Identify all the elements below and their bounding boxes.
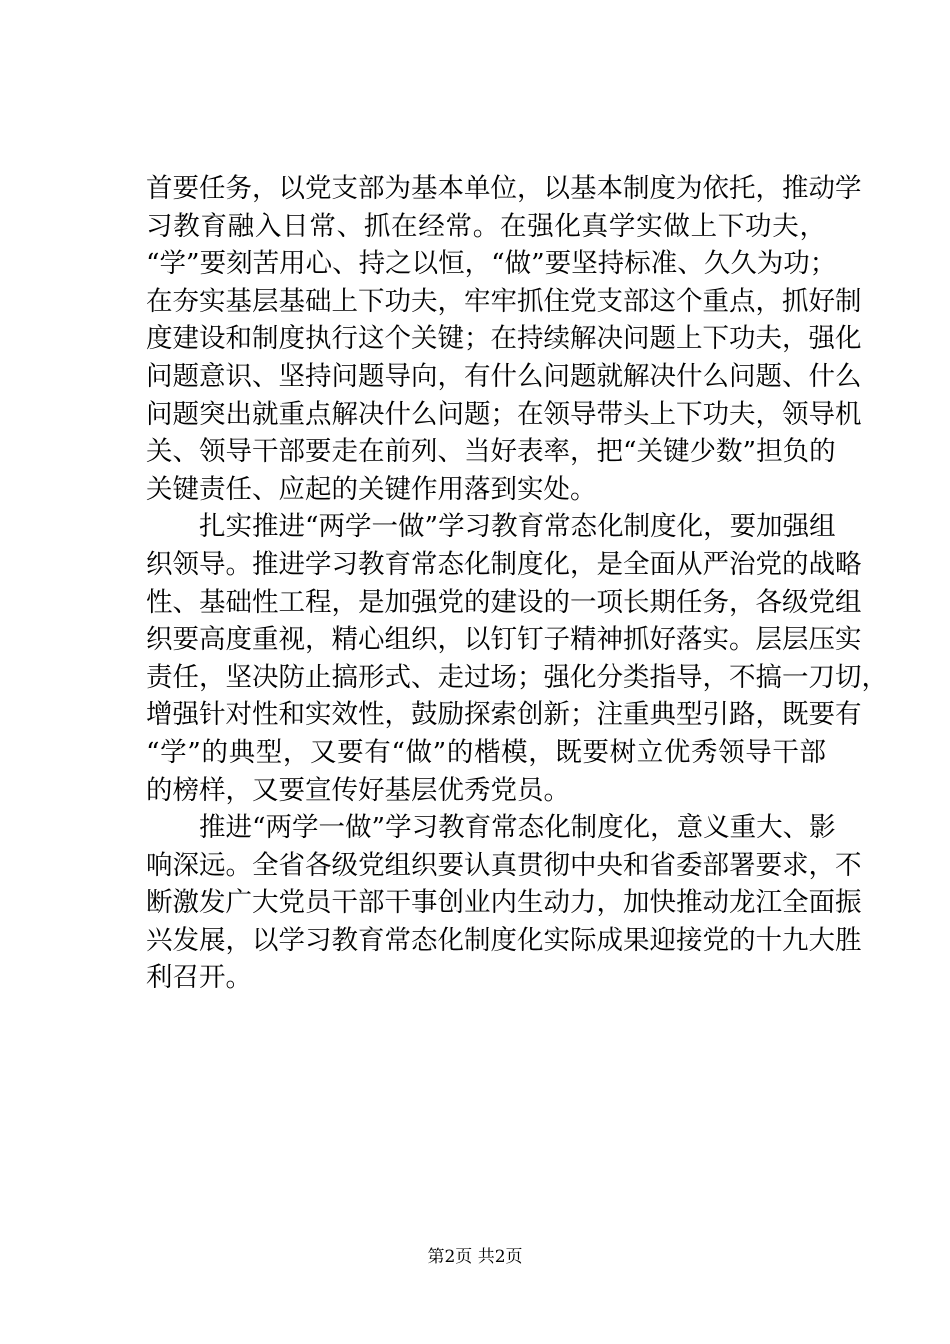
text-line: 习教育融入日常、抓在经常。在强化真学实做上下功夫， — [146, 210, 826, 242]
text-line: 利召开。 — [146, 962, 252, 994]
text-line: “学”的典型，又要有“做”的楷模，既要树立优秀领导干部 — [146, 736, 826, 768]
page-footer: 第2页 共2页 — [427, 1247, 523, 1267]
body-text — [146, 170, 888, 997]
text-line: 问题意识、坚持问题导向，有什么问题就解决什么问题、什么 — [146, 360, 862, 392]
text-line: 度建设和制度执行这个关键；在持续解决问题上下功夫，强化 — [146, 323, 862, 355]
text-line: 的榜样，又要宣传好基层优秀党员。 — [146, 774, 570, 806]
text-line: 兴发展，以学习教育常态化制度化实际成果迎接党的十九大胜 — [146, 924, 862, 956]
text-line: 关键责任、应起的关键作用落到实处。 — [146, 473, 597, 505]
text-line: 断激发广大党员干部干事创业内生动力，加快推动龙江全面振 — [146, 887, 862, 919]
text-line: 织要高度重视，精心组织，以钉钉子精神抓好落实。层层压实 — [146, 624, 862, 656]
text-line: “学”要刻苦用心、持之以恒，“做”要坚持标准、久久为功； — [146, 248, 837, 280]
text-line: 关、领导干部要走在前列、当好表率，把“关键少数”担负的 — [146, 436, 836, 468]
paragraph-start-line: 扎实推进“两学一做”学习教育常态化制度化，要加强组 — [199, 511, 836, 543]
text-line: 织领导。推进学习教育常态化制度化，是全面从严治党的战略 — [146, 548, 862, 580]
text-line: 在夯实基层基础上下功夫，牢牢抓住党支部这个重点，抓好制 — [146, 285, 862, 317]
text-line: 响深远。全省各级党组织要认真贯彻中央和省委部署要求，不 — [146, 849, 862, 881]
text-line: 问题突出就重点解决什么问题；在领导带头上下功夫，领导机 — [146, 398, 862, 430]
paragraph-start-line: 推进“两学一做”学习教育常态化制度化，意义重大、影 — [199, 812, 836, 844]
text-line: 性、基础性工程，是加强党的建设的一项长期任务，各级党组 — [146, 586, 862, 618]
text-line: 增强针对性和实效性，鼓励探索创新；注重典型引路，既要有 — [146, 699, 862, 731]
text-line: 责任，坚决防止搞形式、走过场；强化分类指导，不搞一刀切， — [146, 661, 888, 693]
text-line: 首要任务，以党支部为基本单位，以基本制度为依托，推动学 — [146, 173, 862, 204]
